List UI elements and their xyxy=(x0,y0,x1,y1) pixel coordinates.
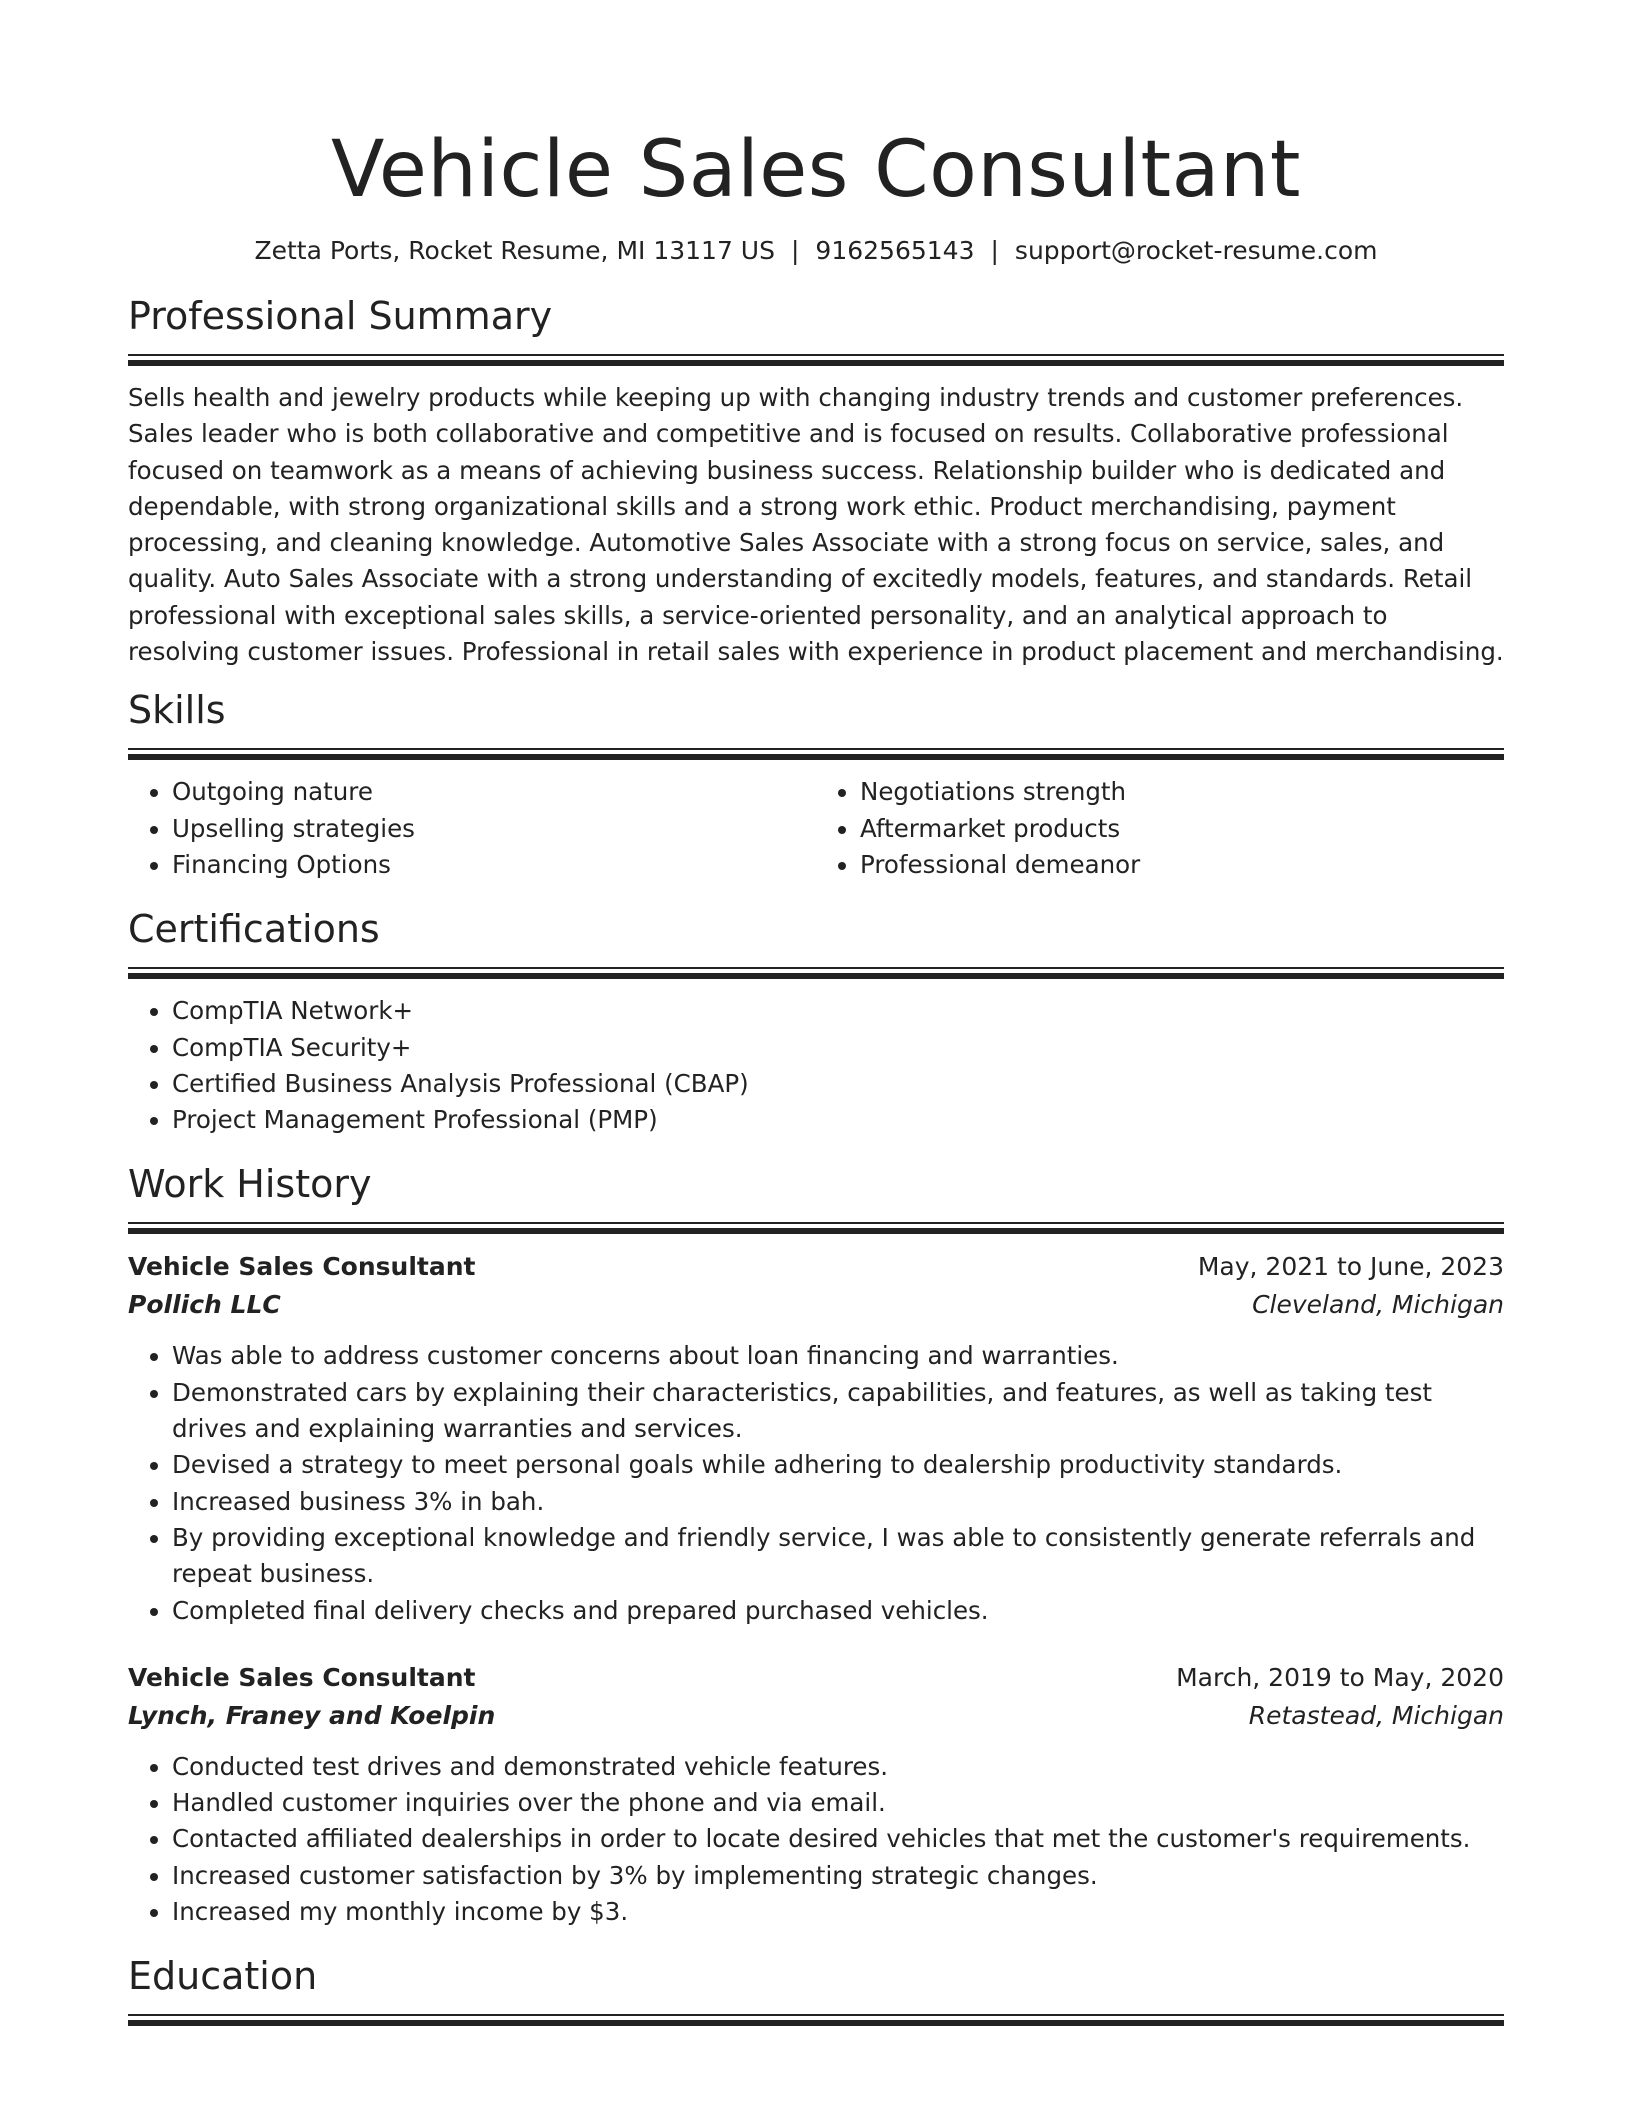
section-divider xyxy=(128,967,1504,979)
job-location: Cleveland, Michigan xyxy=(1252,1290,1504,1320)
certification-item: • Certified Business Analysis Professional (CBAP) xyxy=(172,1066,1504,1102)
summary-text: Sells health and jewelry products while keeping up with changing industry trends and customer preferences. Sales leader who is both collaborative and competitive and is focused on results. Collaborative professional focused on teamwork as a means of achieving business success. Relationship builder who is dedicated and dependable, with strong organizational skills and a strong work ethic. Product merchandising, payment processing, and cleaning knowledge. Automotive Sales Associate with a strong focus on service, sales, and quality. Auto Sales Associate with a strong understanding of excitedly models, features, and standards. Retail professional with exceptional sales skills, a service-oriented personality, and an analytical approach to resolving customer issues. Professional in retail sales with experience in product placement and merchandising. xyxy=(128,383,1504,667)
skill-item: • Outgoing nature xyxy=(172,774,816,810)
work-history-section xyxy=(128,1160,1504,1930)
section-title-summary: Professional Summary xyxy=(128,294,553,338)
job-bullet: • Increased business 3% in bah. xyxy=(172,1484,1504,1520)
job-bullet: • Demonstrated cars by explaining their characteristics, capabilities, and features, as well as taking test drives and explaining warranties and services. xyxy=(172,1375,1504,1448)
job-bullets xyxy=(128,1749,1504,1930)
email-link[interactable]: support@rocket-resume.com xyxy=(1014,236,1378,265)
job-bullets xyxy=(128,1338,1504,1628)
contact-separator: | xyxy=(790,236,800,265)
summary-section xyxy=(128,292,1504,670)
job-bullet: • Contacted affiliated dealerships in order to locate desired vehicles that met the customer's requirements. xyxy=(172,1821,1504,1857)
job-header xyxy=(128,1659,1504,1697)
resume-page xyxy=(128,0,1504,2026)
skill-item: • Upselling strategies xyxy=(172,811,816,847)
certification-item: • CompTIA Security+ xyxy=(172,1030,1504,1066)
job-bullet: • By providing exceptional knowledge and friendly service, I was able to consistently generate referrals and repeat business. xyxy=(172,1520,1504,1593)
contact-separator: | xyxy=(990,236,999,265)
job-bullet: • Conducted test drives and demonstrated vehicle features. xyxy=(172,1749,1504,1785)
education-section xyxy=(128,1952,1504,2026)
skill-item: • Financing Options xyxy=(172,847,816,883)
certifications-section xyxy=(128,905,1504,1138)
contact-line xyxy=(128,234,1504,268)
skills-list-right xyxy=(816,774,1504,883)
skill-item: • Negotiations strength xyxy=(860,774,1504,810)
section-divider xyxy=(128,1222,1504,1234)
job-entry xyxy=(128,1248,1504,1628)
job-bullet: • Completed final delivery checks and prepared purchased vehicles. xyxy=(172,1593,1504,1629)
certification-item: • CompTIA Network+ xyxy=(172,993,1504,1029)
section-title-certifications: Certifications xyxy=(128,907,380,952)
skills-section xyxy=(128,686,1504,883)
section-title-education: Education xyxy=(128,1954,318,1999)
job-company: Lynch, Franey and Koelpin xyxy=(128,1700,496,1730)
job-location: Retastead, Michigan xyxy=(1248,1700,1504,1730)
section-divider xyxy=(128,748,1504,760)
certifications-list xyxy=(128,993,1504,1138)
job-bullet: • Handled customer inquiries over the phone and via email. xyxy=(172,1785,1504,1821)
job-subheader xyxy=(128,1286,1504,1324)
job-title: Vehicle Sales Consultant xyxy=(128,1662,476,1692)
job-bullet: • Devised a strategy to meet personal goals while adhering to dealership productivity standards. xyxy=(172,1447,1504,1483)
address-text: Zetta Ports, Rocket Resume, MI 13117 US xyxy=(254,236,775,265)
job-bullet: • Was able to address customer concerns about loan financing and warranties. xyxy=(172,1338,1504,1374)
certification-item: • Project Management Professional (PMP) xyxy=(172,1102,1504,1138)
job-header xyxy=(128,1248,1504,1286)
job-dates: March, 2019 to May, 2020 xyxy=(1176,1662,1504,1692)
section-title-skills: Skills xyxy=(128,688,226,733)
skill-item: • Aftermarket products xyxy=(860,811,1504,847)
job-company: Pollich LLC xyxy=(128,1290,281,1320)
phone-text: 9162565143 xyxy=(815,236,975,265)
skills-list-left xyxy=(128,774,816,883)
section-divider xyxy=(128,354,1504,366)
section-divider xyxy=(128,2014,1504,2026)
job-subheader xyxy=(128,1697,1504,1735)
skill-item: • Professional demeanor xyxy=(860,847,1504,883)
section-title-work-history: Work History xyxy=(128,1162,372,1207)
job-bullet: • Increased customer satisfaction by 3% by implementing strategic changes. xyxy=(172,1858,1504,1894)
job-entry xyxy=(128,1659,1504,1930)
job-dates: May, 2021 to June, 2023 xyxy=(1197,1252,1504,1282)
job-title: Vehicle Sales Consultant xyxy=(128,1252,476,1282)
skills-grid xyxy=(128,774,1504,883)
page-title: Vehicle Sales Consultant xyxy=(331,125,1301,215)
job-bullet: • Increased my monthly income by $3. xyxy=(172,1894,1504,1930)
